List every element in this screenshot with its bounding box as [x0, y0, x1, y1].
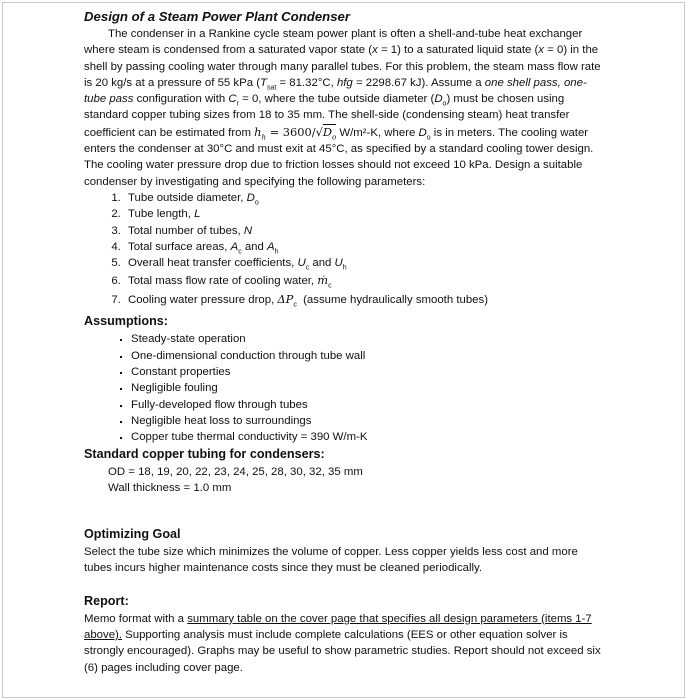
list-item: 5. Overall heat transfer coefficients, $U_c$ and $U_h$	[124, 255, 604, 271]
tubing-wall: Wall thickness = 1.0 mm	[108, 481, 232, 494]
list-item: ▪ Constant properties	[131, 364, 604, 380]
list-item: ▪ Negligible heat loss to surroundings	[131, 413, 604, 429]
list-item: ▪ Copper tube thermal conductivity = 390 W/m-K	[131, 429, 604, 445]
goal-text: Select the tube size which minimizes the volume of copper. Less copper yields less cost and more tubes incurs higher maintenance costs since they must be cleaned periodically.	[84, 546, 578, 575]
report-underlined-text: summary table on the cover page that specifies all design parameters (items 1-7 above).	[84, 612, 592, 642]
list-item: 4. Total surface areas, $A_c$ and $A_h$	[124, 239, 604, 255]
report-heading: Report:	[84, 593, 129, 608]
page-title: Design of a Steam Power Plant Condenser	[84, 9, 351, 24]
tubing-od: OD = 18, 19, 20, 22, 23, 24, 25, 28, 30, 32, 35 mm	[108, 465, 363, 478]
tubing-heading: Standard copper tubing for condensers:	[84, 446, 325, 461]
list-item: 1. Tube outside diameter, $D_o$	[124, 190, 604, 206]
list-item: 2. Tube length, L	[124, 206, 604, 222]
intro-paragraph: The condenser in a Rankine cycle steam power plant is often a shell-and-tube heat exchanger where steam is condensed from a saturated vapor state (x = 1) to a saturated liquid state (x = 0) in the shell by passing cooling water through many parallel tubes. For this problem, the steam mass flow rate is 20 kg/s at a pressure of 55 kPa ($T_{sat} = 81.32^\circ C$, hfg = 2298.67 kJ). Assume a one shell pass, one-tube pass configuration with $C_r = 0$, where the tube outside diameter $(D_o)$ must be chosen using standard copper tubing sizes from 18 to 35 mm. The shell-side (condensing steam) heat transfer coefficient can be estimated from $h_h = 3600/√D_o$ W/m²-K, where $D_o$ is in meters. The cooling water enters the condenser at 30°C and must exit at 45°C, as specified by a standard cooling tower design. The cooling water pressure drop due to friction losses should not exceed 10 kPa. Design a suitable condenser by investigating and specifying the following parameters:	[84, 28, 601, 188]
list-item: ▪ Fully-developed flow through tubes	[131, 397, 604, 413]
list-item: 7. Cooling water pressure drop, $\Delta P_c$ (assume hydraulically smooth tubes)	[124, 290, 604, 309]
document	[84, 8, 604, 676]
hh-formula: $h_h = 3600/√D_o$	[254, 124, 337, 142]
list-item: 3. Total number of tubes, N	[124, 223, 604, 239]
parameter-list	[84, 190, 604, 309]
list-item: ▪ Steady-state operation	[131, 331, 604, 347]
assumptions-list	[84, 331, 604, 445]
report-text: Memo format with a summary table on the cover page that specifies all design parameters (items 1-7 above). Supporting analysis must include complete calculations (EES or other equation solver is strongly encouraged). Graphs may be useful to show parametric studies. Report should not exceed six (6) pages including cover page.	[84, 612, 601, 674]
assumptions-heading: Assumptions:	[84, 314, 168, 329]
goal-heading: Optimizing Goal	[84, 527, 181, 542]
list-item: 6. Total mass flow rate of cooling water, ṁ$_c$	[124, 271, 604, 290]
list-item: ▪ Negligible fouling	[131, 380, 604, 396]
list-item: ▪ One-dimensional conduction through tube wall	[131, 348, 604, 364]
